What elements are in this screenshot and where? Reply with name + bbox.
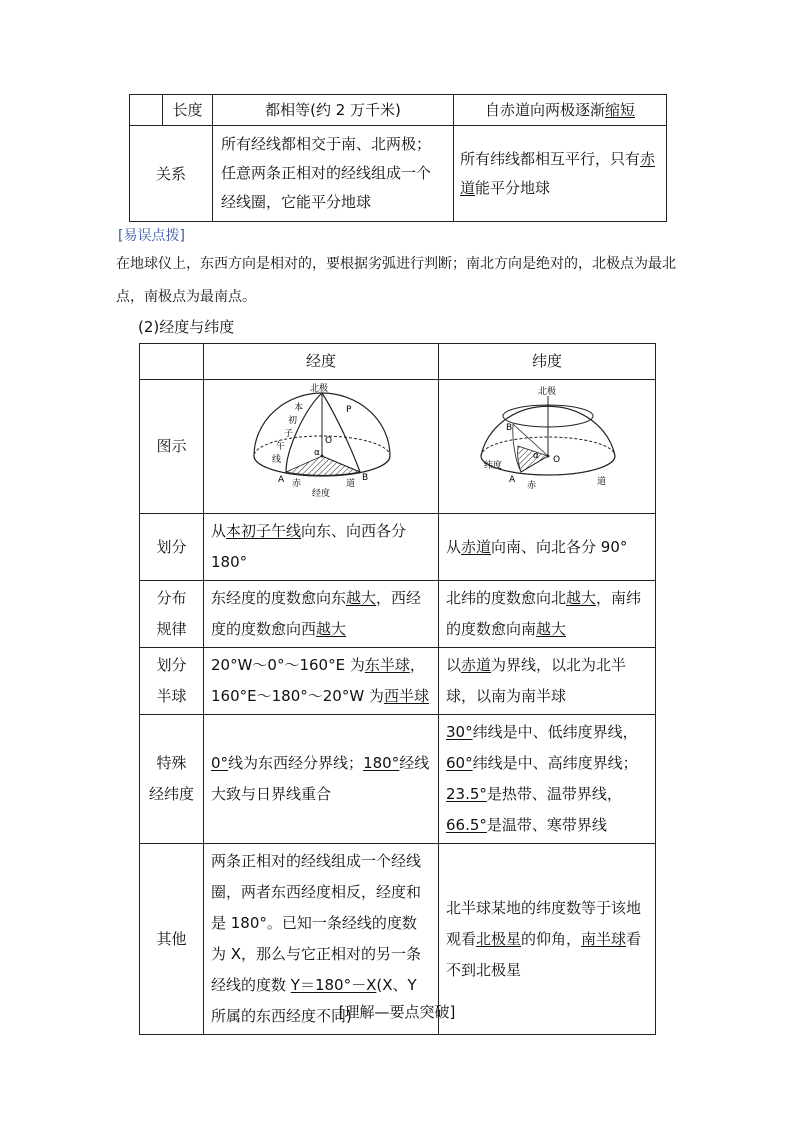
- label-alpha: α: [314, 448, 320, 458]
- hemisphere-longitude: 20°W～0°～160°E 为东半球，160°E～180°～20°W 为西半球: [204, 648, 439, 715]
- row-label-distribution: 分布 规律: [140, 581, 204, 648]
- row-label-length: 长度: [163, 95, 213, 126]
- latitude-figure-cell: [439, 380, 656, 514]
- tip-title: [易误点拨]: [118, 228, 185, 244]
- longitude-diagram: [204, 380, 439, 502]
- top-comparison-table: [129, 94, 667, 222]
- hemisphere-latitude: 以赤道为界线，以北为北半球，以南为南半球: [439, 648, 656, 715]
- row-label-figure: 图示: [140, 380, 204, 514]
- table-row-distribution: [140, 581, 656, 648]
- section-footer: [理解—要点突破]: [338, 1003, 456, 1021]
- label-north-pole: 北极: [538, 387, 557, 397]
- table-row: [130, 95, 667, 126]
- row-label-special: 特殊 经纬度: [140, 715, 204, 844]
- label-o: O: [553, 455, 561, 465]
- label-equator: 赤: [527, 481, 537, 491]
- label-a: A: [278, 475, 285, 485]
- parallel-relation: 所有纬线都相互平行，只有赤道能平分地球: [454, 126, 667, 222]
- section-title: (2)经度与纬度: [138, 318, 235, 336]
- table-row-division: [140, 514, 656, 581]
- label-b: B: [506, 423, 513, 433]
- meridian-length: 都相等(约 2 万千米): [213, 95, 454, 126]
- special-longitude: 0°线为东西经分界线；180°经线大致与日界线重合: [204, 715, 439, 844]
- table-row-figure: [140, 380, 656, 514]
- table-cell: [130, 95, 163, 126]
- longitude-latitude-table: [139, 343, 656, 1035]
- label-alpha: α: [533, 451, 539, 461]
- label-degree: 经度: [312, 489, 331, 499]
- table-row-special: [140, 715, 656, 844]
- table-header-row: [140, 344, 656, 380]
- row-label-division: 划分: [140, 514, 204, 581]
- label-meridian-char: 线: [272, 455, 282, 465]
- distribution-longitude: 东经度的度数愈向东越大，西经度的度数愈向西越大: [204, 581, 439, 648]
- longitude-figure-cell: [204, 380, 439, 514]
- special-latitude: 30°纬线是中、低纬度界线，60°纬线是中、高纬度界线；23.5°是热带、温带界线，66.5°是温带、寒带界线: [439, 715, 656, 844]
- row-label-relation: 关系: [130, 126, 213, 222]
- row-label-hemisphere: 划分 半球: [140, 648, 204, 715]
- division-latitude: 从赤道向南、向北各分 90°: [439, 514, 656, 581]
- latitude-diagram: [439, 380, 656, 502]
- table-row: [130, 126, 667, 222]
- label-equator: 道: [346, 479, 356, 489]
- parallel-length: 自赤道向两极逐渐缩短: [454, 95, 667, 126]
- label-equator: 道: [597, 477, 607, 487]
- tip-text: 在地球仪上，东西方向是相对的，要根据劣弧进行判断；南北方向是绝对的，北极点为最北点，南极点为最南点。: [116, 256, 676, 305]
- label-o: O: [325, 436, 333, 446]
- label-b: B: [362, 473, 369, 483]
- header-latitude: 纬度: [439, 344, 656, 380]
- label-a: A: [509, 475, 516, 485]
- meridian-relation: 所有经线都相交于南、北两极；任意两条正相对的经线组成一个经线圈，它能平分地球: [213, 126, 454, 222]
- table-cell: [140, 344, 204, 380]
- other-longitude: 两条正相对的经线组成一个经线圈，两者东西经度相反，经度和是 180°。已知一条经线的度数为 X，那么与它正相对的另一条经线的度数 Y＝180°－X(X、Y 所属的东西经度不同): [204, 844, 439, 1035]
- label-north-pole: 北极: [310, 384, 329, 394]
- label-meridian-char: 午: [276, 442, 286, 452]
- label-meridian-char: 初: [288, 416, 298, 426]
- label-degree: 纬度: [484, 461, 503, 471]
- label-meridian-char: 本: [294, 403, 304, 413]
- distribution-latitude: 北纬的度数愈向北越大，南纬的度数愈向南越大: [439, 581, 656, 648]
- label-meridian-char: 子: [284, 429, 294, 439]
- row-label-other: 其他: [140, 844, 204, 1035]
- table-row-hemisphere: [140, 648, 656, 715]
- label-p: P: [346, 405, 352, 415]
- label-equator: 赤: [292, 479, 302, 489]
- division-longitude: 从本初子午线向东、向西各分 180°: [204, 514, 439, 581]
- header-longitude: 经度: [204, 344, 439, 380]
- other-latitude: 北半球某地的纬度数等于该地观看北极星的仰角，南半球看不到北极星: [439, 844, 656, 1035]
